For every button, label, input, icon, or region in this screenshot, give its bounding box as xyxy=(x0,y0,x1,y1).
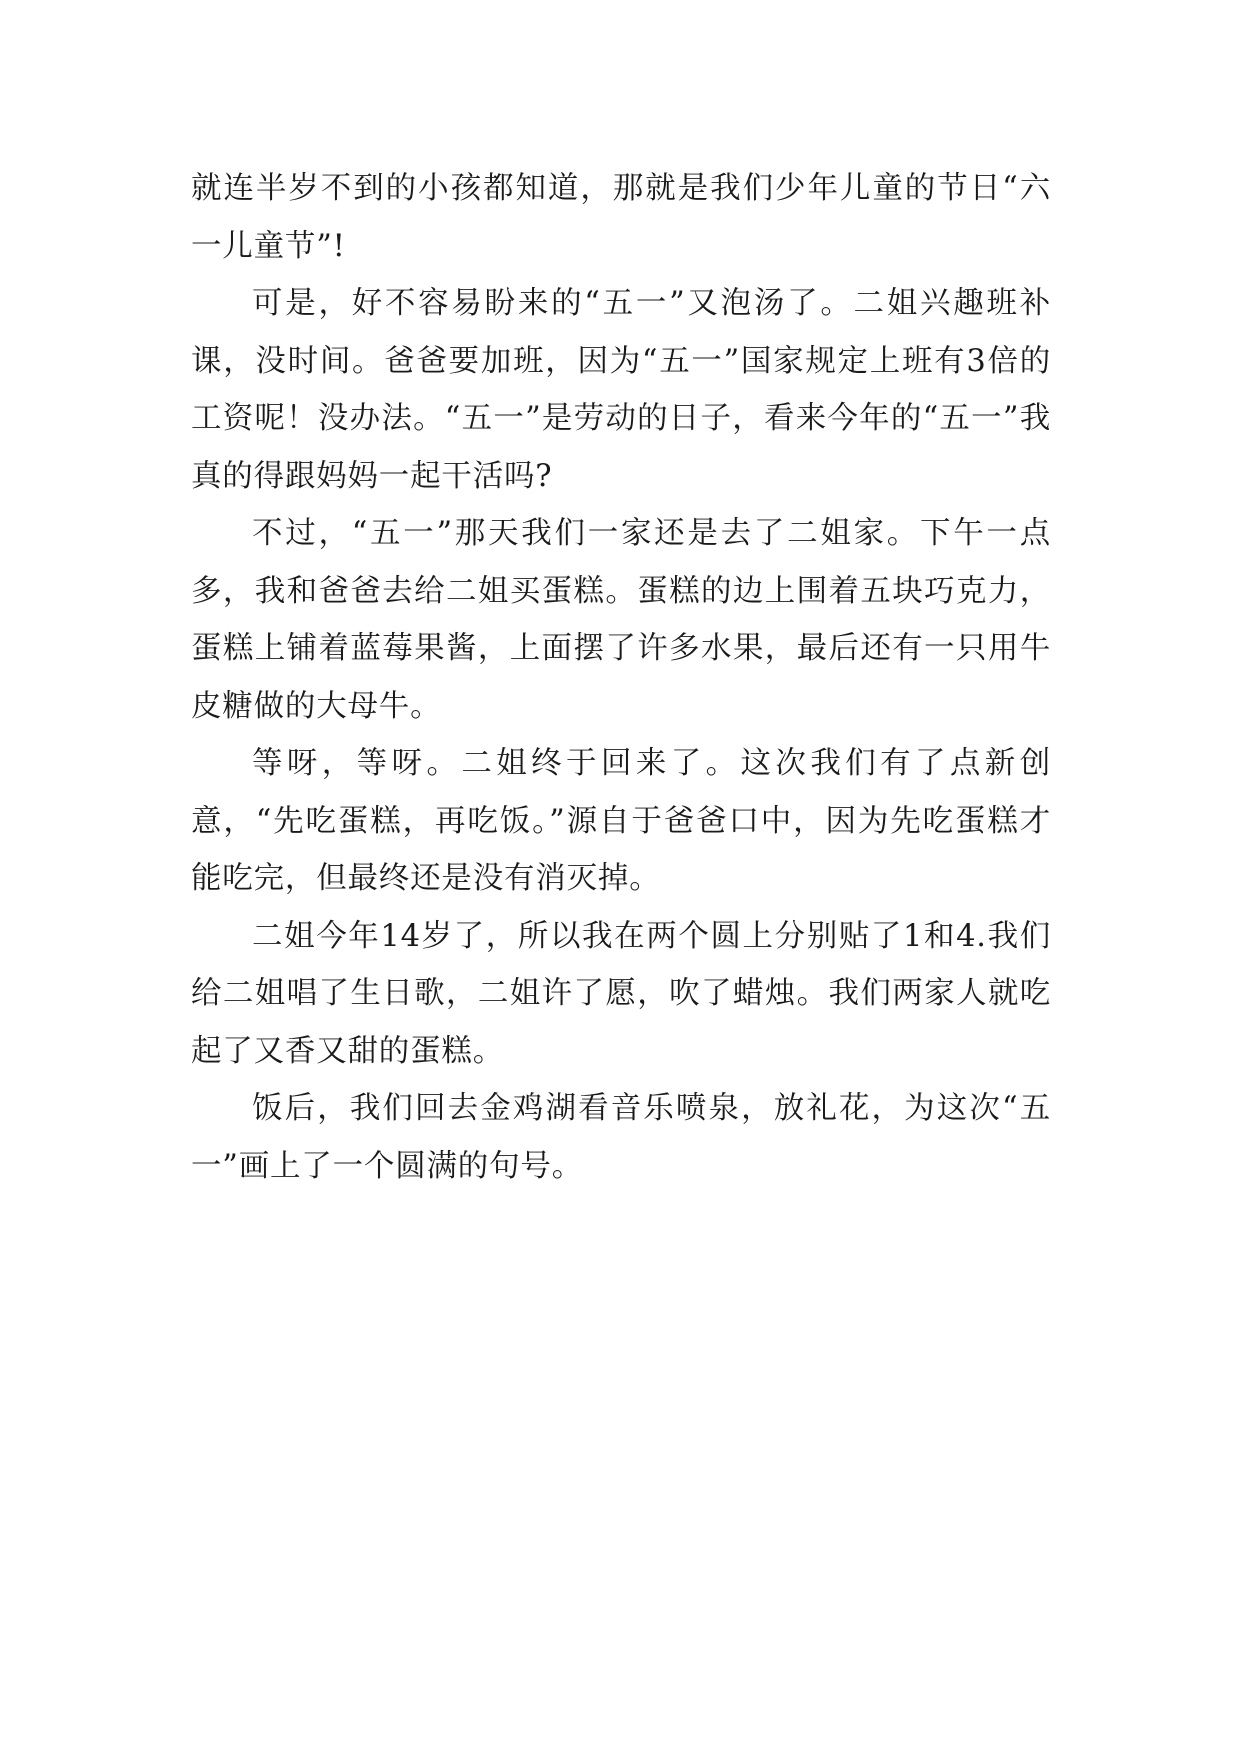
paragraph-3: 不过，“五一”那天我们一家还是去了二姐家。下午一点多，我和爸爸去给二姐买蛋糕。蛋糕的边上围着五块巧克力，蛋糕上铺着蓝莓果酱，上面摆了许多水果，最后还有一只用牛皮糖做的大母牛。 xyxy=(191,516,1051,724)
article-body xyxy=(191,160,1051,1195)
paragraph-2: 可是，好不容易盼来的“五一”又泡汤了。二姐兴趣班补课，没时间。爸爸要加班，因为“五一”国家规定上班有3倍的工资呢！没办法。“五一”是劳动的日子，看来今年的“五一”我真的得跟妈妈一起干活吗? xyxy=(191,286,1051,494)
paragraph-5: 二姐今年14岁了，所以我在两个圆上分别贴了1和4.我们给二姐唱了生日歌，二姐许了愿，吹了蜡烛。我们两家人就吃起了又香又甜的蛋糕。 xyxy=(191,918,1051,1069)
paragraph-1: 就连半岁不到的小孩都知道，那就是我们少年儿童的节日“六一儿童节”! xyxy=(191,171,1051,264)
paragraph-6: 饭后，我们回去金鸡湖看音乐喷泉，放礼花，为这次“五一”画上了一个圆满的句号。 xyxy=(191,1091,1051,1184)
paragraph-4: 等呀，等呀。二姐终于回来了。这次我们有了点新创意，“先吃蛋糕，再吃饭。”源自于爸爸口中，因为先吃蛋糕才能吃完，但最终还是没有消灭掉。 xyxy=(191,746,1051,896)
